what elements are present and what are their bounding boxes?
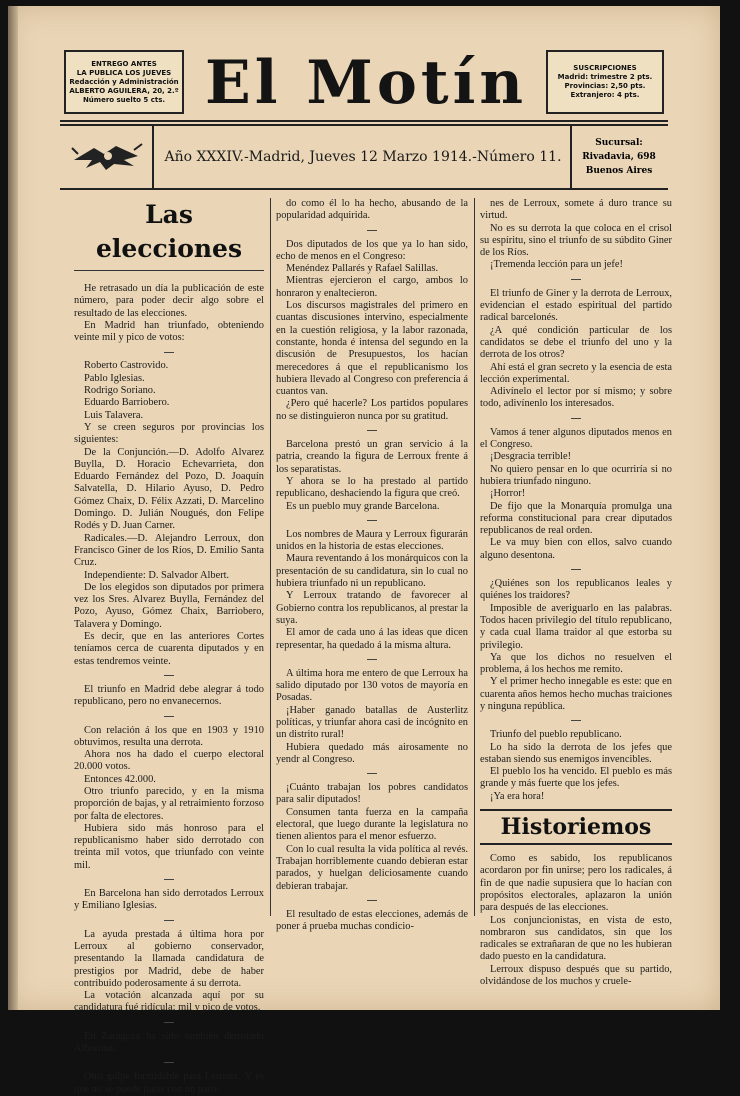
paragraph: nes de Lerroux, somete á duro trance su virtud. (480, 198, 672, 222)
paragraph: He retrasado un día la publicación de este número, para poder decir algo sobre el resultado de las elecciones. (74, 283, 264, 319)
paragraph: Entonces 42.000. (84, 773, 156, 785)
paragraph: En Zaragoza ha sido también derrotado Albornoz. (74, 1030, 264, 1055)
section-separator (276, 428, 468, 434)
section-separator (276, 771, 468, 777)
paragraph: Consumen tanta fuerza en la campaña electoral, que luego durante la legislatura no tienen alientos para el menor esfuerzo. (276, 806, 468, 843)
paragraph: Luis Talavera. (84, 409, 144, 421)
cartouche-line: Provincias: 2,50 pts. (564, 82, 646, 90)
section-separator (480, 416, 672, 422)
section-separator (74, 877, 264, 883)
paragraph: Barcelona prestó un gran servicio á la patria, creando la figura de Lerroux frente á los separatistas. (276, 439, 468, 475)
paragraph: En Madrid han triunfado, obteniendo veinte mil y pico de votos: (74, 319, 264, 344)
paragraph: Pablo Iglesias. (84, 372, 145, 384)
paragraph: Otro golpe formidable para Lerroux. Y es que no se puede jugar con un parti- (74, 1071, 264, 1095)
section-separator (480, 718, 672, 724)
paragraph: El triunfo en Madrid debe alegrar á todo republicano, pero no envanecernos. (74, 683, 264, 708)
paragraph: Lo ha sido la derrota de los jefes que estaban siendo sus enemigos invencibles. (480, 741, 672, 765)
paragraph: ¿A qué condición particular de los candidatos se debe el triunfo del uno y la derrota de los otros? (480, 324, 672, 361)
paragraph: Radicales.—D. Alejandro Lerroux, don Francisco Giner de los Ríos, D. Emilio Santa Cruz. (74, 532, 264, 569)
paragraph: El amor de cada uno á las ideas que dicen representar, ha quedado á la misma altura. (276, 627, 468, 651)
paragraph: En Barcelona han sido derrotados Lerroux y Emiliano Iglesias. (74, 888, 264, 912)
paragraph: Independiente: D. Salvador Albert. (84, 569, 230, 581)
section-separator (74, 1020, 264, 1026)
cartouche-line: SUSCRIPCIONES (573, 64, 637, 72)
paragraph: Otro triunfo parecido, y en la misma proporción de bajas, y al retraimiento forzoso por falta de electores. (74, 785, 264, 822)
section-separator (74, 673, 264, 679)
newspaper-page (8, 6, 720, 1095)
winged-emblem-icon (64, 126, 148, 186)
paragraph: Vamos á tener algunos diputados menos en el Congreso. (480, 426, 672, 451)
paragraph: Es un pueblo muy grande Barcelona. (286, 500, 440, 512)
paragraph: Lerroux dispuso después que su partido, olvidándose de los muchos y cruele- (480, 963, 672, 988)
paragraph: Imposible de averiguarlo en las palabras. Todos hacen privilegio del título republicano, y cada cual llama traidor al que estorba su privilegio. (480, 602, 672, 651)
newspaper-title: El Motín (205, 48, 527, 118)
section-separator (276, 657, 468, 663)
paragraph: Eduardo Barriobero. (84, 397, 170, 409)
paragraph: Ahí está el gran secreto y la esencia de esta lección experimental. (480, 361, 672, 385)
page-spine (8, 6, 18, 1010)
masthead-rule (60, 120, 668, 122)
paragraph: do como él lo ha hecho, abusando de la popularidad adquirida. (276, 198, 468, 222)
paragraph: Hubiera quedado más airosamente no yendr al Congreso. (276, 741, 468, 765)
paragraph: El resultado de estas elecciones, además de poner á prueba muchas condicio- (276, 908, 468, 933)
paragraph: ¿Quiénes son los republicanos leales y quiénes los traidores? (480, 578, 672, 602)
section-separator (480, 567, 672, 573)
emblem-box (64, 126, 154, 188)
paragraph: ¡Tremenda lección para un jefe! (490, 259, 623, 271)
paragraph: De fijo que la Monarquía promulga una reforma constitucional para crear diputados republicanos de real orden. (480, 500, 672, 537)
paragraph: Con relación á los que en 1903 y 1910 obtuvimos, resulta una derrota. (74, 724, 264, 748)
paragraph: Ya que los dichos no resuelven el problema, á los hechos me remito. (480, 651, 672, 676)
section-separator (74, 714, 264, 720)
column-rule (270, 198, 271, 916)
paragraph: Como es sabido, los republicanos acordaron por fin unirse; pero los radicales, á fin de que nadie supusiera que lo hacían con propósitos electorales, aplazaron la unión para después de las elecciones. (480, 853, 672, 914)
section-separator (480, 277, 672, 283)
paragraph: Hubiera sido más honroso para el republicanismo haber sido derrotado con treinta mil votos, que triunfado con veinte mil. (74, 822, 264, 871)
section-separator (74, 1060, 264, 1066)
paragraph: Los nombres de Maura y Lerroux figurarán unidos en la historia de estas elecciones. (276, 528, 468, 553)
paragraph: ¡Ya era hora! (490, 790, 545, 802)
column-3 (480, 198, 672, 988)
paragraph: No es su derrota la que coloca en el crisol su espíritu, sino el triunfo de su súbdito Giner de los Ríos. (480, 222, 672, 259)
paragraph: La votación alcanzada aquí por su candidatura fué ridícula: mil y pico de votos. (74, 990, 264, 1014)
dateline: Año XXXIV.-Madrid, Jueves 12 Marzo 1914.-Número 11. (164, 149, 562, 165)
masthead-left-cartouche (64, 50, 184, 114)
paragraph: Es decir, que en las anteriores Cortes teníamos cerca de cuarenta diputados y en estas tendremos veinte. (74, 631, 264, 667)
branch-line: Sucursal: (595, 138, 643, 148)
paragraph: El triunfo de Giner y la derrota de Lerroux, evidencian el estado espiritual del partido radical barcelonés. (480, 287, 672, 324)
section-separator (74, 349, 264, 355)
cartouche-line: Extranjero: 4 pts. (570, 91, 640, 99)
section-headline: Historiemos (480, 809, 672, 845)
paragraph: A última hora me entero de que Lerroux ha salido diputado por 130 votos de mayoría en Posadas. (276, 667, 468, 704)
branch-line: Rivadavia, 698 (582, 152, 656, 162)
branch-line: Buenos Aires (585, 166, 653, 176)
article-body (480, 198, 672, 803)
article-headline: Las elecciones (74, 198, 264, 271)
cartouche-line: Redacción y Administración (69, 77, 179, 86)
article-body (480, 853, 672, 988)
paragraph: ¿Pero qué hacerle? Los partidos populares no se distinguieron nunca por su gratitud. (276, 398, 468, 422)
paragraph: ¡Haber ganado batallas de Austerlitz políticas, y triunfar ahora casi de incógnito en un distrito rural! (276, 704, 468, 741)
paragraph: No quiero pensar en lo que ocurriría si no hubiera triunfado ninguno. (480, 463, 672, 487)
cartouche-line: ALBERTO AGUILERA, 20, 2.º (69, 86, 179, 95)
paragraph: Le va muy bien con ellos, salvo cuando alguno desentona. (480, 537, 672, 561)
paragraph: ¡Cuánto trabajan los pobres candidatos para salir diputados! (276, 782, 468, 806)
paragraph: Roberto Castrovido. (84, 360, 169, 372)
paragraph: La ayuda prestada á última hora por Lerroux al gobierno conservador, presentando la llamada candidatura de prestigios por Madrid, debe de haber contribuido poderosamente á su derrota. (74, 928, 264, 989)
paragraph: ¡Horror! (490, 488, 526, 500)
masthead-right-cartouche (546, 50, 664, 114)
cartouche-line: Número suelto 5 cts. (82, 95, 166, 104)
section-separator (74, 918, 264, 924)
paragraph: De la Conjunción.—D. Adolfo Alvarez Buylla, D. Horacio Echevarrieta, don Eduardo Fernández del Pozo, D. Joaquín Salvatella, D. Hilario Ayuso, D. Pedro Gómez Chaix, D. Félix Azzati, D. Marcelino Domingo. D. Julián Nougués, don Felipe Rodés y D. Juan Carner. (74, 446, 264, 532)
article-body (74, 283, 264, 1096)
paragraph: Los conjuncionistas, en vista de esto, nombraron sus candidatos, sin que los radicales se extrañaran de que no les hubieran dado puesto en la candidatura. (480, 914, 672, 963)
column-2 (276, 198, 468, 933)
paragraph: Menéndez Pallarés y Rafael Salillas. (286, 263, 439, 275)
cartouche-line: Madrid: trimestre 2 pts. (557, 73, 653, 81)
column-rule (474, 198, 475, 916)
article-body (276, 198, 468, 933)
paragraph: Adivínelo el lector por sí mismo; y sobre todo, adivínenlo los interesados. (480, 386, 672, 410)
paragraph: Y Lerroux tratando de favorecer al Gobierno contra los republicanos, al prestar la suya. (276, 590, 468, 626)
paragraph: Ahora nos ha dado el cuerpo electoral 20.000 votos. (74, 749, 264, 773)
branch-office (570, 126, 666, 188)
cartouche-line: ENTREGO ANTES (91, 59, 157, 68)
paragraph: Dos diputados de los que ya lo han sido, echo de menos en el Congreso: (276, 238, 468, 262)
paragraph: Triunfo del pueblo republicano. (490, 729, 622, 741)
paragraph: Rodrigo Soriano. (84, 385, 156, 397)
info-bar (60, 124, 668, 190)
paragraph: Y ahora se lo ha prestado al partido republicano, deshaciendo la figura que creó. (276, 475, 468, 500)
paragraph: Los discursos magistrales del primero en cuantas discusiones intervino, especialmente en la cuestión religiosa, y la labor razonada, constante, honda é intensa del segundo en la discusión de Presupuestos, los hacían merecedores á que el republicanismo los hubiera llevado al Congreso con preferencia á cuantos van. (276, 300, 468, 398)
paragraph: De los elegidos son diputados por primera vez los Sres. Alvarez Buylla, Fernández del Pozo, Ayuso, Gómez Chaix, Barriobero, Talavera y Domingo. (74, 581, 264, 630)
paragraph: ¡Desgracia terrible! (490, 451, 572, 463)
paragraph: Mientras ejercieron el cargo, ambos lo honraron y enaltecieron. (276, 275, 468, 299)
paragraph: Con lo cual resulta la vida política al revés. Trabajan horriblemente cuando debieran estar parados, y huelgan deliciosamente cuando debieran trabajar. (276, 843, 468, 892)
column-1 (74, 198, 264, 1095)
section-separator (276, 228, 468, 234)
paragraph: Y se creen seguros por provincias los siguientes: (74, 421, 264, 446)
paragraph: Maura reventando á los monárquicos con la presentación de su candidatura, sin lo cual no hubiera triunfado ni un republicano. (276, 553, 468, 590)
section-separator (276, 518, 468, 524)
paragraph: El pueblo los ha vencido. El pueblo es más grande y más fuerte que los jefes. (480, 766, 672, 790)
section-separator (276, 898, 468, 904)
paragraph: Y el primer hecho innegable es este: que en cuarenta años hemos hecho muchas traiciones y ninguna república. (480, 676, 672, 712)
cartouche-line: LA PUBLICA LOS JUEVES (76, 68, 172, 77)
